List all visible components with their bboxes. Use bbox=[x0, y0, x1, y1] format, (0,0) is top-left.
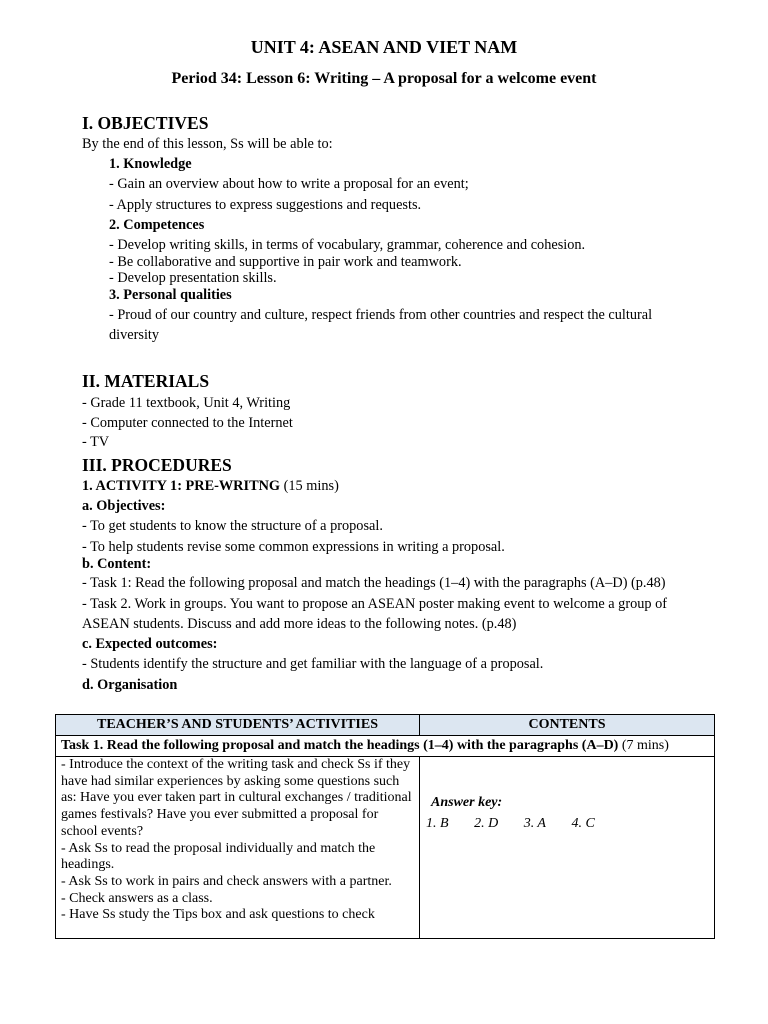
activity-step: - Have Ss study the Tips box and ask questions to check bbox=[61, 907, 375, 923]
competence-item: - Be collaborative and supportive in pair work and teamwork. bbox=[109, 254, 462, 270]
content-task2: - Task 2. Work in groups. You want to propose an ASEAN poster making event to welcome a group of bbox=[82, 596, 668, 612]
activity-step: - Check answers as a class. bbox=[61, 890, 213, 906]
materials-item: - TV bbox=[82, 434, 110, 450]
lesson-subtitle: Period 34: Lesson 6: Writing – A proposal for a welcome event bbox=[171, 70, 597, 87]
column-header-activities: TEACHER’S AND STUDENTS’ ACTIVITIES bbox=[56, 715, 420, 736]
objectives-heading: I. OBJECTIVES bbox=[82, 113, 209, 133]
content-task2-continued: ASEAN students. Discuss and add more ideas to the following notes. (p.48) bbox=[82, 616, 517, 632]
knowledge-heading: 1. Knowledge bbox=[109, 156, 192, 172]
activities-cell bbox=[56, 757, 420, 939]
activity-objective: - To get students to know the structure of a proposal. bbox=[82, 518, 383, 534]
answer-list bbox=[426, 816, 617, 832]
answer-item: 2. D bbox=[474, 816, 499, 831]
procedures-heading: III. PROCEDURES bbox=[82, 455, 232, 475]
organisation-label: d. Organisation bbox=[82, 677, 178, 693]
activity-time: (15 mins) bbox=[280, 478, 339, 494]
competence-item: - Develop presentation skills. bbox=[109, 270, 277, 286]
table-header-row bbox=[56, 715, 715, 736]
page-title: UNIT 4: ASEAN AND VIET NAM bbox=[250, 37, 518, 57]
activity-step: - Ask Ss to work in pairs and check answers with a partner. bbox=[61, 873, 392, 889]
task1-title: Task 1. Read the following proposal and match the headings (1–4) with the paragraphs (A–D) bbox=[61, 738, 619, 753]
content-label: b. Content: bbox=[82, 556, 152, 572]
procedures-table bbox=[55, 714, 715, 939]
objectives-label: a. Objectives: bbox=[82, 498, 166, 514]
knowledge-item: - Gain an overview about how to write a proposal for an event; bbox=[109, 176, 469, 192]
materials-item: - Grade 11 textbook, Unit 4, Writing bbox=[82, 395, 291, 411]
materials-item: - Computer connected to the Internet bbox=[82, 415, 293, 431]
materials-heading: II. MATERIALS bbox=[82, 371, 210, 391]
outcomes-label: c. Expected outcomes: bbox=[82, 636, 218, 652]
content-task1: - Task 1: Read the following proposal and match the headings (1–4) with the paragraphs (A–D) (p.48) bbox=[82, 575, 666, 591]
task1-row bbox=[56, 736, 715, 757]
answer-item: 4. C bbox=[571, 816, 595, 831]
task1-cell bbox=[56, 736, 715, 757]
activity-objective: - To help students revise some common expressions in writing a proposal. bbox=[82, 539, 505, 555]
qualities-item: - Proud of our country and culture, respect friends from other countries and respect the cultural bbox=[109, 307, 653, 323]
competences-heading: 2. Competences bbox=[109, 217, 205, 233]
qualities-heading: 3. Personal qualities bbox=[109, 287, 232, 303]
task1-time: (7 mins) bbox=[618, 738, 669, 753]
answer-item: 1. B bbox=[426, 816, 449, 831]
activity-name: 1. ACTIVITY 1: PRE-WRITNG bbox=[82, 478, 281, 494]
outcomes-text: - Students identify the structure and get familiar with the language of a proposal. bbox=[82, 656, 544, 672]
column-header-contents: CONTENTS bbox=[420, 715, 715, 736]
activity-title bbox=[82, 478, 339, 495]
knowledge-item: - Apply structures to express suggestions and requests. bbox=[109, 197, 422, 213]
activity-step: - Introduce the context of the writing task and check Ss if they have had similar experiences by asking some questions such as: Have you ever taken part in cultural exchanges / traditional games festivals? Have you ever submitted a proposal for school events? bbox=[61, 757, 412, 839]
contents-cell bbox=[420, 757, 715, 939]
activity-step: - Ask Ss to read the proposal individually and match the headings. bbox=[61, 840, 376, 873]
objectives-intro: By the end of this lesson, Ss will be able to: bbox=[82, 136, 333, 152]
qualities-item-continued: diversity bbox=[109, 327, 160, 343]
competence-item: - Develop writing skills, in terms of vocabulary, grammar, coherence and cohesion. bbox=[109, 237, 586, 253]
answer-item: 3. A bbox=[523, 816, 546, 831]
task1-detail-row bbox=[56, 757, 715, 939]
answer-key-label: Answer key: bbox=[431, 795, 503, 810]
